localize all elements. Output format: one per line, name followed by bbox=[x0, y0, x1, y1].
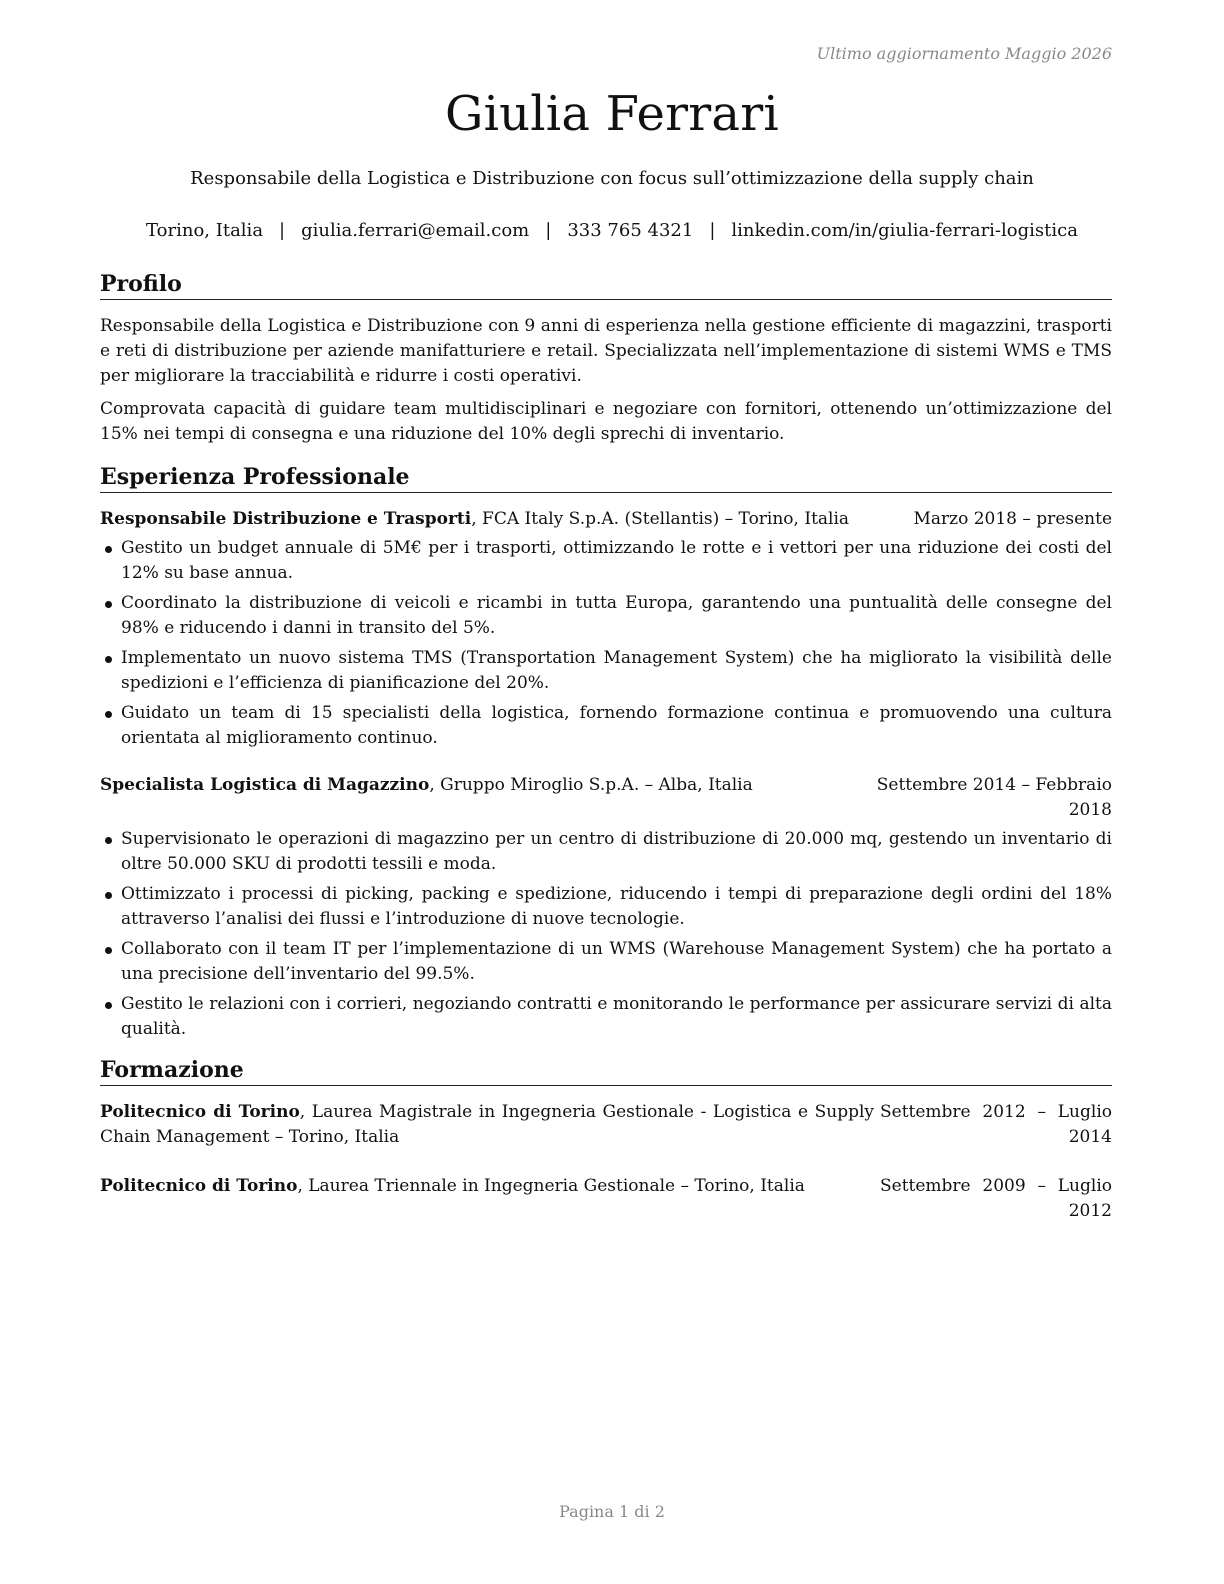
education-degree: , Laurea Magistrale in Ingegneria Gestionale - Logistica e Supply Chain Management – Torino, Italia bbox=[100, 1102, 874, 1147]
job-bullet: Ottimizzato i processi di picking, packing e spedizione, riducendo i tempi di preparazione degli ordini del 18% attraverso l’analisi dei flussi e l’introduzione di nuove tecnologie. bbox=[100, 882, 1112, 932]
job-bullet: Guidato un team di 15 specialisti della logistica, fornendo formazione continua e promuovendo una cultura orientata al miglioramento continuo. bbox=[100, 701, 1112, 751]
profile-paragraph: Comprovata capacità di guidare team multidisciplinari e negoziare con fornitori, ottenendo un’ottimizzazione del 15% nei tempi di consegna e una riduzione del 10% degli sprechi di inventario. bbox=[100, 399, 1112, 444]
job-bullet-list bbox=[100, 827, 1112, 1042]
tagline: Responsabile della Logistica e Distribuzione con focus sull’ottimizzazione della supply chain bbox=[190, 168, 1034, 189]
job-company: , FCA Italy S.p.A. (Stellantis) – Torino, Italia bbox=[471, 509, 850, 529]
education-dates: Settembre 2009 – Luglio 2012 bbox=[880, 1176, 1112, 1221]
contact-location: Torino, Italia bbox=[146, 220, 264, 241]
section-title-profile: Profilo bbox=[100, 270, 1112, 300]
job-company: , Gruppo Miroglio S.p.A. – Alba, Italia bbox=[429, 775, 753, 795]
contact-linkedin[interactable]: linkedin.com/in/giulia-ferrari-logistica bbox=[731, 220, 1078, 241]
job-bullet: Implementato un nuovo sistema TMS (Transportation Management System) che ha migliorato la visibilità delle spedizioni e l’efficienza di pianificazione del 20%. bbox=[100, 646, 1112, 696]
experience-section bbox=[100, 463, 1112, 1042]
education-entry bbox=[100, 1100, 1112, 1150]
candidate-name: Giulia Ferrari bbox=[445, 86, 779, 142]
education-dates: Settembre 2012 – Luglio 2014 bbox=[880, 1102, 1112, 1147]
contact-email[interactable]: giulia.ferrari@email.com bbox=[301, 220, 530, 241]
job-entry bbox=[100, 507, 1112, 751]
contact-line bbox=[0, 220, 1224, 241]
job-dates: Settembre 2014 – Febbraio 2018 bbox=[876, 775, 1112, 820]
job-bullet: Gestito un budget annuale di 5M€ per i trasporti, ottimizzando le rotte e i vettori per una riduzione dei costi del 12% su base annua. bbox=[100, 536, 1112, 586]
section-title-education: Formazione bbox=[100, 1056, 1112, 1086]
education-section bbox=[100, 1056, 1112, 1224]
job-header bbox=[100, 773, 1112, 823]
section-title-experience: Esperienza Professionale bbox=[100, 463, 1112, 493]
job-bullet: Coordinato la distribuzione di veicoli e ricambi in tutta Europa, garantendo una puntualità delle consegne del 98% e riducendo i danni in transito del 5%. bbox=[100, 591, 1112, 641]
last-updated-note: Ultimo aggiornamento Maggio 2026 bbox=[816, 44, 1112, 63]
job-bullet: Gestito le relazioni con i corrieri, negoziando contratti e monitorando le performance per assicurare servizi di alta qualità. bbox=[100, 992, 1112, 1042]
education-entry bbox=[100, 1174, 1112, 1224]
contact-separator: | bbox=[279, 220, 286, 241]
job-role: Specialista Logistica di Magazzino bbox=[100, 775, 430, 795]
page-number: Pagina 1 di 2 bbox=[559, 1502, 665, 1521]
job-entry bbox=[100, 773, 1112, 1042]
job-header bbox=[100, 507, 1112, 532]
education-school: Politecnico di Torino bbox=[100, 1102, 300, 1122]
contact-separator: | bbox=[545, 220, 552, 241]
contact-separator: | bbox=[709, 220, 716, 241]
job-bullet-list bbox=[100, 536, 1112, 751]
resume-body bbox=[100, 270, 1112, 1224]
job-bullet: Supervisionato le operazioni di magazzino per un centro di distribuzione di 20.000 mq, gestendo un inventario di oltre 50.000 SKU di prodotti tessili e moda. bbox=[100, 827, 1112, 877]
job-dates: Marzo 2018 – presente bbox=[913, 509, 1112, 529]
profile-section bbox=[100, 270, 1112, 447]
contact-phone[interactable]: 333 765 4321 bbox=[567, 220, 694, 241]
profile-paragraph: Responsabile della Logistica e Distribuzione con 9 anni di esperienza nella gestione efficiente di magazzini, trasporti e reti di distribuzione per aziende manifatturiere e retail. Specializzata nell’implementazione di sistemi WMS e TMS per migliorare la tracciabilità e ridurre i costi operativi. bbox=[100, 316, 1112, 386]
education-school: Politecnico di Torino bbox=[100, 1176, 298, 1196]
job-role: Responsabile Distribuzione e Trasporti bbox=[100, 509, 472, 529]
job-bullet: Collaborato con il team IT per l’implementazione di un WMS (Warehouse Management System) che ha portato a una precisione dell’inventario del 99.5%. bbox=[100, 937, 1112, 987]
education-degree: , Laurea Triennale in Ingegneria Gestionale – Torino, Italia bbox=[297, 1176, 805, 1196]
